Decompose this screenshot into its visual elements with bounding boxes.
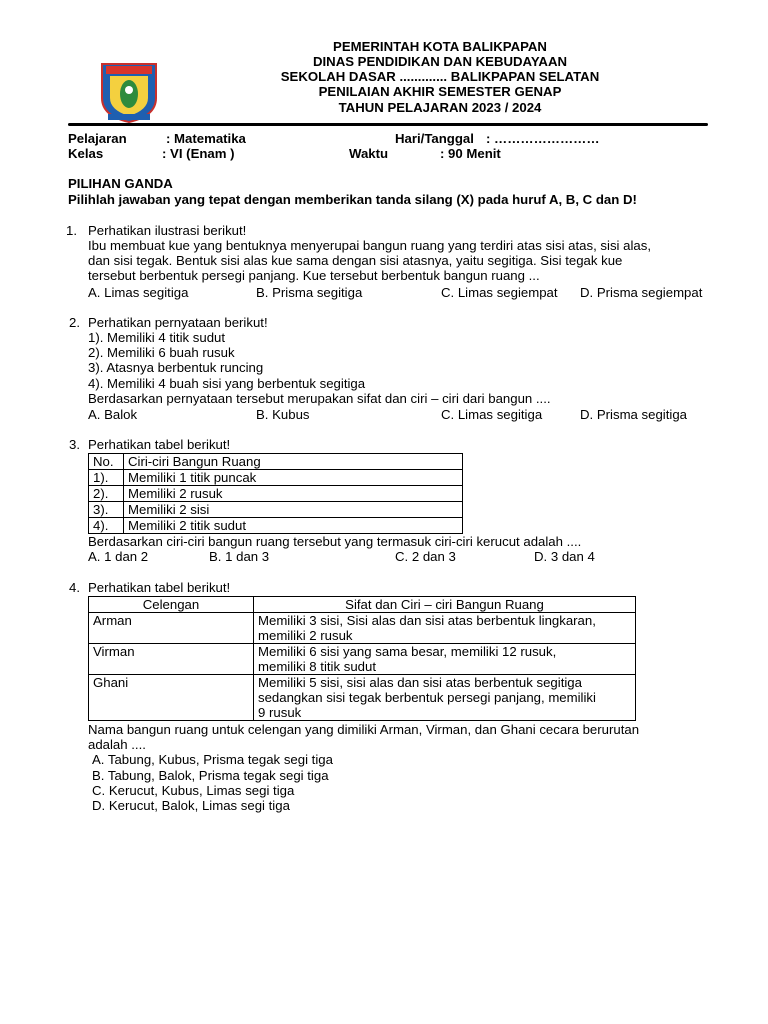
q2-option-a[interactable]: A. Balok	[88, 407, 138, 422]
header-line-1: PEMERINTAH KOTA BALIKPAPAN	[333, 39, 547, 54]
table-cell: 1).	[89, 470, 124, 486]
q2-number: 2.	[69, 315, 80, 330]
q3-intro: Perhatikan tabel berikut!	[88, 437, 231, 452]
cell-line: Memiliki 3 sisi, Sisi alas dan sisi atas berbentuk lingkaran,	[258, 613, 596, 628]
q2-line-4: 3). Atasnya berbentuk runcing	[88, 360, 264, 375]
section-title: PILIHAN GANDA	[68, 176, 173, 191]
table-cell: 3).	[89, 502, 124, 518]
hari-label: Hari/Tanggal	[395, 131, 474, 146]
table-row	[89, 470, 463, 486]
q3-table	[88, 453, 463, 534]
q2-option-d[interactable]: D. Prisma segitiga	[580, 407, 688, 422]
q4-option-a[interactable]: A. Tabung, Kubus, Prisma tegak segi tiga	[92, 752, 333, 767]
q4-option-c[interactable]: C. Kerucut, Kubus, Limas segi tiga	[92, 783, 295, 798]
header-divider	[68, 123, 708, 126]
hari-value: : ……………………	[486, 131, 600, 146]
q1-option-b[interactable]: B. Prisma segitiga	[256, 285, 363, 300]
table-header-cell: Sifat dan Ciri – ciri Bangun Ruang	[254, 597, 636, 613]
table-header-cell: Celengan	[89, 597, 254, 613]
q2-line-1: Perhatikan pernyataan berikut!	[88, 315, 268, 330]
q4-option-b[interactable]: B. Tabung, Balok, Prisma tegak segi tiga	[92, 768, 329, 783]
q1-line-2: Ibu membuat kue yang bentuknya menyerupai bangun ruang yang terdiri atas sisi atas, sisi alas,	[88, 238, 651, 253]
pelajaran-label: Pelajaran	[68, 131, 127, 146]
q2-line-5: 4). Memiliki 4 buah sisi yang berbentuk segitiga	[88, 376, 366, 391]
table-row	[89, 675, 636, 721]
table-row	[89, 613, 636, 644]
table-cell: Memiliki 1 titik puncak	[124, 470, 463, 486]
q3-number: 3.	[69, 437, 80, 452]
table-cell	[254, 613, 636, 644]
q4-table	[88, 596, 636, 721]
q1-line-4: tersebut berbentuk persegi panjang. Kue tersebut berbentuk bangun ruang ...	[88, 268, 540, 283]
table-cell	[254, 675, 636, 721]
table-cell: Memiliki 2 titik sudut	[124, 518, 463, 534]
q2-line-2: 1). Memiliki 4 titik sudut	[88, 330, 226, 345]
table-header-cell: Ciri-ciri Bangun Ruang	[124, 454, 463, 470]
table-row	[89, 486, 463, 502]
q2-line-3: 2). Memiliki 6 buah rusuk	[88, 345, 235, 360]
table-header-row	[89, 597, 636, 613]
table-header-row	[89, 454, 463, 470]
waktu-label: Waktu	[349, 146, 389, 161]
school-logo	[98, 60, 160, 124]
cell-line: sedangkan sisi tegak berbentuk persegi panjang, memiliki	[258, 690, 596, 705]
q1-option-a[interactable]: A. Limas segitiga	[88, 285, 189, 300]
table-cell: Arman	[89, 613, 254, 644]
q1-line-3: dan sisi tegak. Bentuk sisi alas kue sama dengan sisi atasnya, yaitu segitiga. Sisi tegak kue	[88, 253, 623, 268]
table-cell: Ghani	[89, 675, 254, 721]
q3-option-b[interactable]: B. 1 dan 3	[209, 549, 270, 564]
table-row	[89, 518, 463, 534]
table-row	[89, 644, 636, 675]
q4-number: 4.	[69, 580, 80, 595]
q2-line-6: Berdasarkan pernyataan tersebut merupakan sifat dan ciri – ciri dari bangun ....	[88, 391, 551, 406]
header-line-2: DINAS PENDIDIKAN DAN KEBUDAYAAN	[312, 54, 567, 69]
q2-option-b[interactable]: B. Kubus	[256, 407, 310, 422]
cell-line: memiliki 2 rusuk	[258, 628, 353, 643]
q4-after-2: adalah ....	[88, 737, 146, 752]
header-line-5: TAHUN PELAJARAN 2023 / 2024	[338, 100, 542, 115]
header-line-4: PENILAIAN AKHIR SEMESTER GENAP	[318, 84, 562, 99]
header-line-3: SEKOLAH DASAR ............. BALIKPAPAN SELATAN	[280, 69, 600, 84]
table-cell: Virman	[89, 644, 254, 675]
q3-option-a[interactable]: A. 1 dan 2	[88, 549, 149, 564]
table-cell: 2).	[89, 486, 124, 502]
q1-option-d[interactable]: D. Prisma segiempat	[580, 285, 703, 300]
q3-option-c[interactable]: C. 2 dan 3	[395, 549, 456, 564]
q3-after: Berdasarkan ciri-ciri bangun ruang tersebut yang termasuk ciri-ciri kerucut adalah ....	[88, 534, 582, 549]
table-row	[89, 502, 463, 518]
q2-option-c[interactable]: C. Limas segitiga	[441, 407, 543, 422]
table-cell	[254, 644, 636, 675]
q4-option-d[interactable]: D. Kerucut, Balok, Limas segi tiga	[92, 798, 290, 813]
kelas-value: : VI (Enam )	[162, 146, 235, 161]
q4-after-1: Nama bangun ruang untuk celengan yang dimiliki Arman, Virman, dan Ghani cecara berurutan	[88, 722, 640, 737]
kelas-label: Kelas	[68, 146, 104, 161]
cell-line: 9 rusuk	[258, 705, 302, 720]
waktu-value: : 90 Menit	[440, 146, 501, 161]
table-cell: Memiliki 2 sisi	[124, 502, 463, 518]
cell-line: Memiliki 5 sisi, sisi alas dan sisi atas berbentuk segitiga	[258, 675, 582, 690]
section-instruction: Pilihlah jawaban yang tepat dengan memberikan tanda silang (X) pada huruf A, B, C dan D!	[68, 192, 637, 207]
q1-line-1: Perhatikan ilustrasi berikut!	[88, 223, 247, 238]
table-cell: 4).	[89, 518, 124, 534]
cell-line: Memiliki 6 sisi yang sama besar, memiliki 12 rusuk,	[258, 644, 557, 659]
q1-option-c[interactable]: C. Limas segiempat	[441, 285, 558, 300]
cell-line: memiliki 8 titik sudut	[258, 659, 376, 674]
table-header-cell: No.	[89, 454, 124, 470]
q4-intro: Perhatikan tabel berikut!	[88, 580, 231, 595]
pelajaran-value: : Matematika	[166, 131, 246, 146]
table-cell: Memiliki 2 rusuk	[124, 486, 463, 502]
q1-number: 1.	[66, 223, 77, 238]
q3-option-d[interactable]: D. 3 dan 4	[534, 549, 595, 564]
